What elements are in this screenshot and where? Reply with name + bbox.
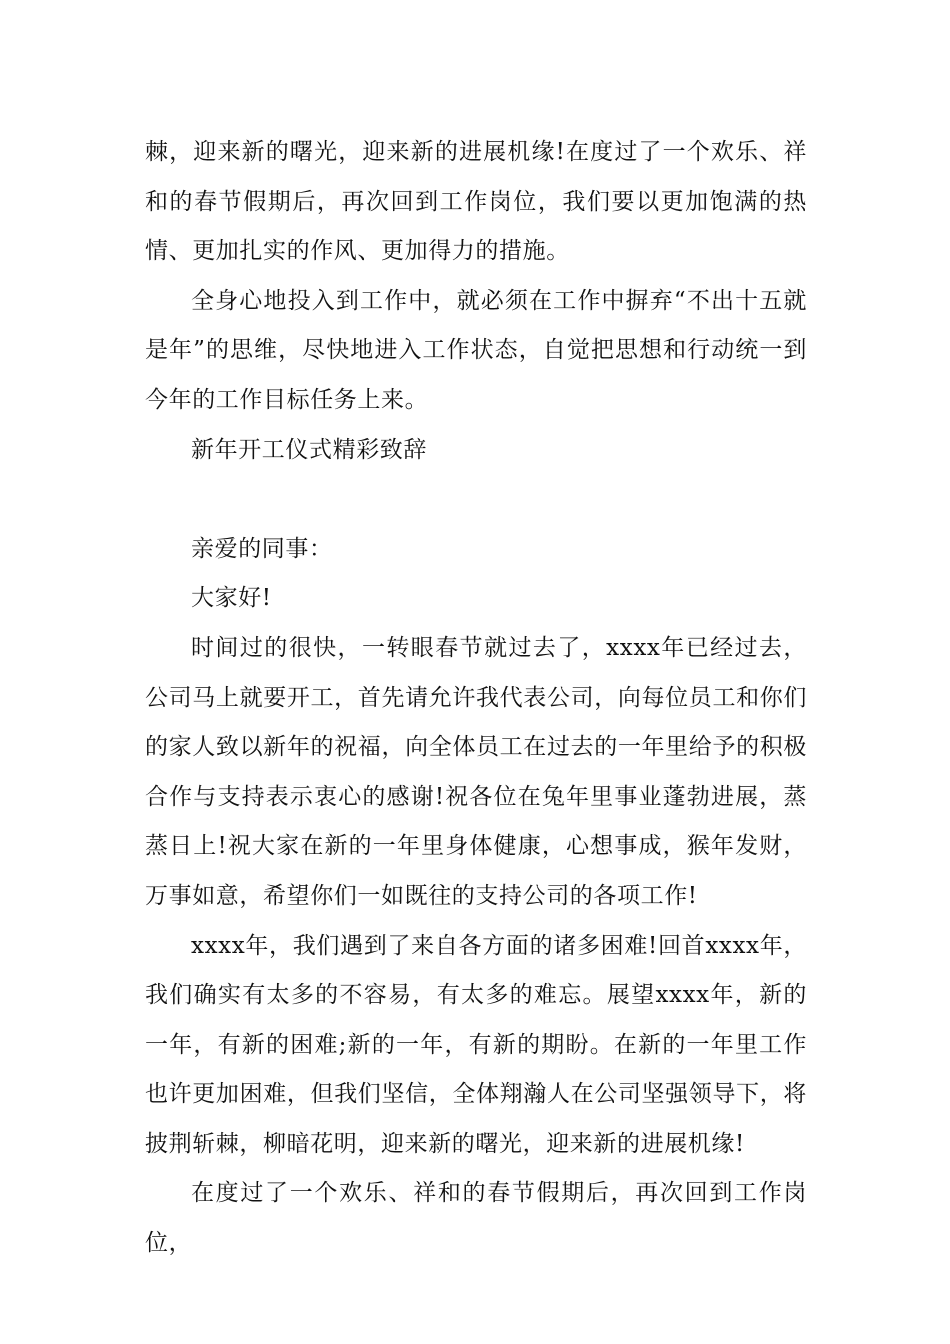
blank-line — [145, 475, 807, 525]
paragraph-new-year-wishes: 时间过的很快，一转眼春节就过去了，xxxx年已经过去，公司马上就要开工，首先请允许我代表公司，向每位员工和你们的家人致以新年的祝福，向全体员工在过去的一年里给予的积极合作与支持表示衷心的感谢!祝各位在兔年里事业蓬勃进展，蒸蒸日上!祝大家在新的一年里身体健康，心想事成，猴年发财，万事如意，希望你们一如既往的支持公司的各项工作! — [145, 634, 807, 909]
paragraph-review-outlook: xxxx年，我们遇到了来自各方面的诸多困难!回首xxxx年，我们确实有太多的不容易，有太多的难忘。展望xxxx年，新的一年，有新的困难;新的一年，有新的期盼。在新的一年里工作也许更加困难，但我们坚信，全体翔瀚人在公司坚强领导下，将披荆斩棘，柳暗花明，迎来新的曙光，迎来新的进展机缘! — [145, 932, 807, 1157]
paragraph-continuation: 棘，迎来新的曙光，迎来新的进展机缘!在度过了一个欢乐、祥和的春节假期后，再次回到工作岗位，我们要以更加饱满的热情、更加扎实的作风、更加得力的措施。 — [145, 139, 807, 265]
document-body — [145, 128, 807, 1269]
paragraph-focus-work: 全身心地投入到工作中，就必须在工作中摒弃“不出十五就是年”的思维，尽快地进入工作状态，自觉把思想和行动统一到今年的工作目标任务上来。 — [145, 287, 807, 413]
salutation: 亲爱的同事： — [191, 535, 333, 562]
paragraph-return-to-work: 在度过了一个欢乐、祥和的春节假期后，再次回到工作岗位， — [145, 1180, 807, 1257]
greeting: 大家好! — [191, 585, 272, 612]
section-heading: 新年开工仪式精彩致辞 — [191, 436, 427, 463]
